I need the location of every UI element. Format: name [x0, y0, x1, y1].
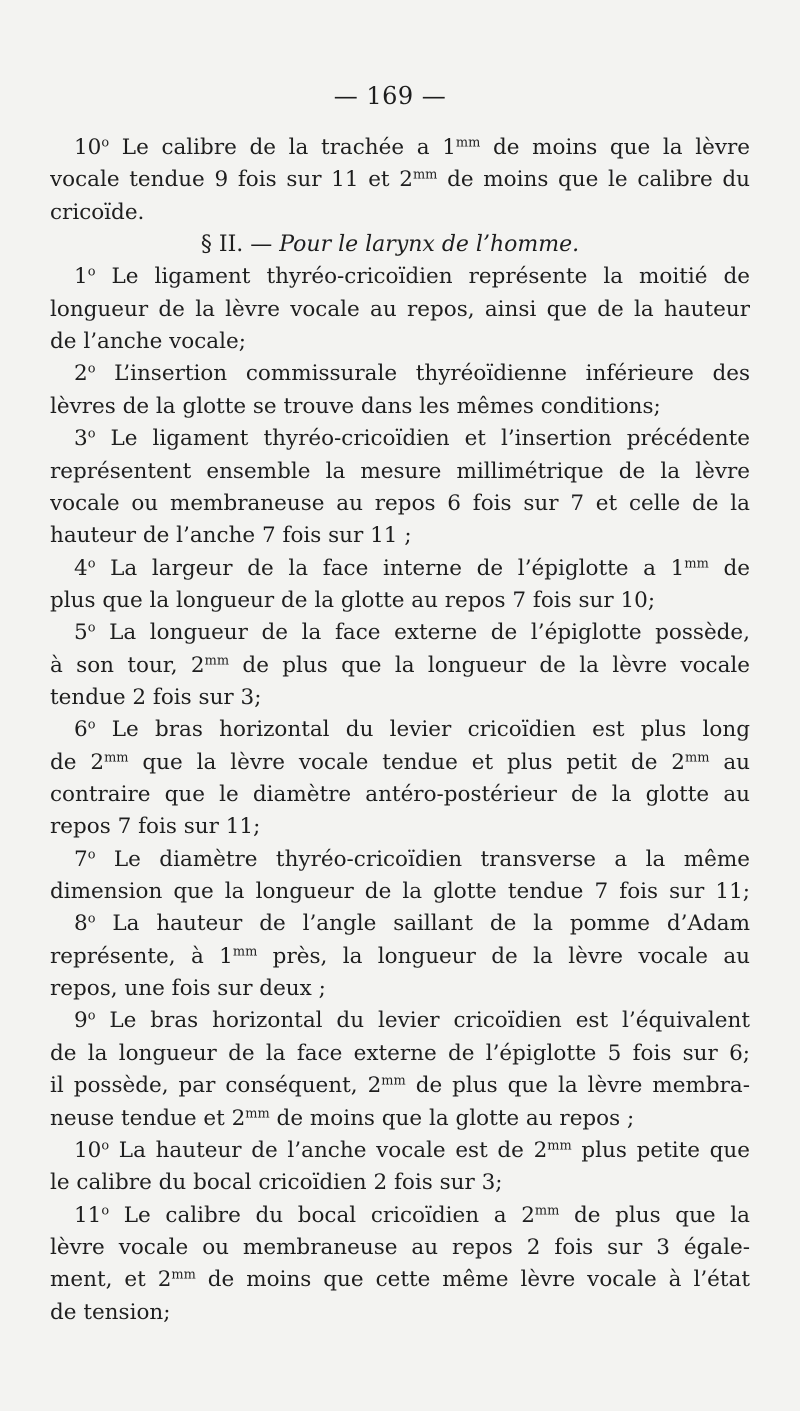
text-line	[50, 1264, 750, 1296]
text-span: représente, à 1	[50, 943, 233, 969]
text-span: près, la longueur de la lèvre vocale au	[257, 943, 750, 969]
text-span: de plus que la	[559, 1202, 750, 1228]
text-span: 3	[74, 426, 88, 452]
superscript: mm	[534, 1202, 560, 1218]
text-span: vocale ou membraneuse au repos 6 fois sur 7 et celle de la	[50, 490, 750, 516]
text-span: contraire que le diamètre antéro-postérieur de la glotte au	[50, 782, 750, 807]
text-span: Le bras horizontal du levier cricoïdien est l’équivalent	[95, 1008, 750, 1034]
text-span: cricoïde.	[50, 199, 145, 225]
section-heading	[0, 229, 780, 261]
text-line	[74, 553, 750, 585]
text-line	[50, 585, 750, 617]
text-span: Le diamètre thyréo-cricoïdien transverse a la même	[95, 846, 750, 872]
text-span: plus que la longueur de la glotte au repos 7 fois sur 10;	[50, 587, 656, 613]
text-line	[50, 1167, 750, 1199]
text-line	[74, 1005, 750, 1037]
text-span: 6	[74, 717, 88, 743]
text-span: 8	[74, 911, 88, 937]
section-title: Pour le larynx de l’homme.	[279, 232, 580, 258]
text-span: représentent ensemble la mesure millimétrique de la lèvre	[50, 458, 750, 484]
text-line	[50, 1070, 750, 1102]
text-line	[50, 1038, 750, 1070]
text-line	[50, 747, 750, 779]
text-line	[50, 164, 750, 196]
text-line	[74, 132, 750, 164]
text-span: neuse tendue et 2	[50, 1105, 246, 1131]
text-span: 10	[74, 135, 102, 160]
superscript: mm	[685, 749, 710, 765]
text-span: de	[708, 555, 750, 581]
superscript: mm	[232, 944, 258, 960]
text-line	[74, 358, 750, 390]
superscript: o	[87, 717, 96, 733]
text-span: 7	[74, 846, 88, 872]
text-span: de l’anche vocale;	[50, 329, 246, 355]
superscript: o	[87, 846, 96, 862]
text-span: 2	[74, 361, 88, 387]
text-span: Le bras horizontal du levier cricoïdien est plus long	[95, 717, 750, 743]
superscript: o	[87, 1008, 96, 1024]
text-span: lèvre vocale ou membraneuse au repos 2 fois sur 3 égale-	[50, 1234, 750, 1260]
section-label: § II. —	[200, 232, 280, 258]
text-line	[50, 1232, 750, 1264]
text-line	[74, 1135, 750, 1167]
text-span: ment, et 2	[50, 1267, 172, 1293]
text-line	[50, 811, 750, 843]
text-span: au	[709, 749, 750, 775]
text-span: L’insertion commissurale thyréoïdienne inférieure des	[95, 361, 750, 387]
text-span: de moins que le calibre du	[437, 167, 750, 193]
text-span: 10	[74, 1137, 102, 1163]
text-span: que la lèvre vocale tendue et plus petit de 2	[128, 749, 685, 775]
text-span: de la longueur de la face externe de l’épiglotte 5 fois sur 6;	[50, 1040, 750, 1066]
superscript: o	[87, 911, 96, 927]
text-line	[50, 650, 750, 682]
text-line	[50, 1103, 750, 1135]
text-span: longueur de la lèvre vocale au repos, ainsi que de la hauteur	[50, 296, 750, 322]
text-line	[50, 520, 750, 552]
superscript: o	[87, 620, 96, 636]
text-span: de tension;	[50, 1299, 171, 1325]
superscript: mm	[381, 1073, 406, 1089]
text-span: Le ligament thyréo-cricoïdien représente la moitié de	[95, 264, 750, 290]
text-line	[50, 941, 750, 973]
superscript: o	[87, 264, 96, 280]
text-span: à son tour, 2	[50, 652, 205, 678]
superscript: mm	[412, 167, 438, 183]
text-span: La hauteur de l’angle saillant de la pomme d’Adam	[95, 911, 750, 937]
text-span: dimension que la longueur de la glotte tendue 7 fois sur 11;	[50, 879, 750, 905]
text-span: Le calibre de la trachée a 1	[109, 135, 456, 160]
text-span: 5	[74, 620, 88, 646]
text-span: plus petite que	[571, 1137, 750, 1163]
text-span: de moins que la glotte au repos ;	[269, 1105, 635, 1131]
text-line	[50, 973, 750, 1005]
text-span: 4	[74, 555, 88, 581]
text-line	[50, 294, 750, 326]
text-span: 1	[74, 264, 88, 290]
superscript: mm	[104, 749, 129, 765]
text-line	[74, 844, 750, 876]
text-span: de moins que la lèvre	[480, 135, 750, 160]
text-line	[50, 488, 750, 520]
superscript: o	[101, 135, 110, 151]
text-span: repos 7 fois sur 11;	[50, 814, 261, 840]
superscript: mm	[245, 1105, 270, 1121]
text-span: vocale tendue 9 fois sur 11 et 2	[50, 167, 413, 193]
text-span: de plus que la longueur de la lèvre vocale	[229, 652, 750, 678]
text-line	[74, 1200, 750, 1232]
text-line	[50, 1297, 750, 1329]
text-line	[74, 714, 750, 746]
text-line	[74, 617, 750, 649]
text-span: La longueur de la face externe de l’épiglotte possède,	[95, 620, 750, 646]
text-line	[50, 456, 750, 488]
text-span: Le ligament thyréo-cricoïdien et l’insertion précédente	[95, 426, 750, 452]
text-line	[50, 876, 750, 908]
text-span: tendue 2 fois sur 3;	[50, 684, 262, 710]
superscript: o	[87, 426, 96, 442]
text-line	[50, 326, 750, 358]
page-number: — 169 —	[333, 82, 447, 110]
text-line	[50, 682, 750, 714]
superscript: mm	[547, 1138, 572, 1154]
superscript: mm	[171, 1267, 196, 1283]
text-span: de 2	[50, 749, 105, 775]
superscript: o	[87, 555, 96, 571]
text-span: de plus que la lèvre membra-	[405, 1073, 750, 1099]
superscript: mm	[204, 652, 230, 668]
text-span: il possède, par conséquent, 2	[50, 1073, 382, 1099]
superscript: o	[101, 1138, 110, 1154]
superscript: mm	[684, 555, 709, 571]
text-span: le calibre du bocal cricoïdien 2 fois sur 3;	[50, 1170, 503, 1196]
text-line	[74, 261, 750, 293]
superscript: o	[87, 361, 96, 377]
text-line	[50, 197, 750, 229]
superscript: o	[101, 1202, 110, 1218]
text-line	[74, 908, 750, 940]
text-span: 11	[74, 1202, 102, 1228]
text-span: La hauteur de l’anche vocale est de 2	[109, 1137, 548, 1163]
text-span: La largeur de la face interne de l’épiglotte a 1	[95, 555, 685, 581]
text-line	[74, 423, 750, 455]
text-span: Le calibre du bocal cricoïdien a 2	[109, 1202, 535, 1228]
text-span: lèvres de la glotte se trouve dans les mêmes conditions;	[50, 393, 661, 419]
text-span: de moins que cette même lèvre vocale à l’état	[195, 1267, 750, 1293]
text-line	[50, 779, 750, 811]
text-span: hauteur de l’anche 7 fois sur 11 ;	[50, 523, 412, 549]
text-span: 9	[74, 1008, 88, 1034]
text-span: repos, une fois sur deux ;	[50, 976, 326, 1002]
superscript: mm	[455, 135, 481, 151]
text-line	[50, 391, 750, 423]
